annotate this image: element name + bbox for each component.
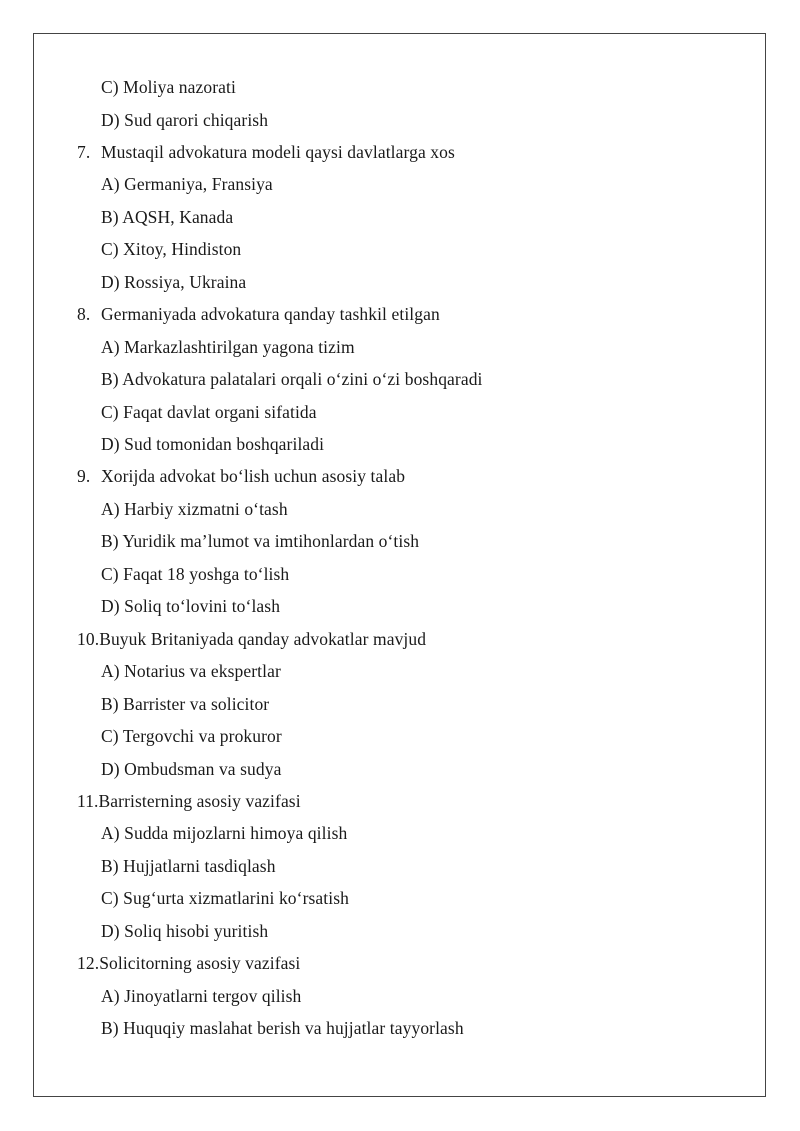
question-number: 8. — [77, 304, 91, 325]
answer-option: A) Harbiy xizmatni o‘tash — [101, 498, 288, 519]
answer-option: D) Rossiya, Ukraina — [101, 271, 247, 292]
question-label: Xorijda advokat bo‘lish uchun asosiy talab — [101, 466, 406, 487]
answer-option: D) Soliq hisobi yuritish — [101, 920, 269, 941]
answer-option: B) Yuridik ma’lumot va imtihonlardan o‘tish — [101, 531, 420, 552]
answer-option: B) Hujjatlarni tasdiqlash — [101, 855, 276, 876]
answer-option: B) AQSH, Kanada — [101, 206, 234, 227]
answer-option: B) Advokatura palatalari orqali o‘zini o‘zi boshqaradi — [101, 369, 483, 390]
question-number: 10. — [77, 628, 100, 649]
question-text — [77, 952, 300, 974]
answer-option: C) Faqat 18 yoshga to‘lish — [101, 563, 290, 584]
answer-option: D) Sud qarori chiqarish — [101, 109, 269, 130]
question-label: Germaniyada advokatura qanday tashkil etilgan — [101, 304, 440, 325]
question-text — [77, 465, 405, 487]
answer-option: D) Ombudsman va sudya — [101, 758, 282, 779]
answer-option: C) Xitoy, Hindiston — [101, 239, 242, 260]
answer-option: C) Sug‘urta xizmatlarini ko‘rsatish — [101, 888, 349, 909]
question-label: Barristerning asosiy vazifasi — [98, 790, 301, 811]
answer-option: A) Germaniya, Fransiya — [101, 174, 273, 195]
answer-option: B) Barrister va solicitor — [101, 693, 270, 714]
answer-option: A) Jinoyatlarni tergov qilish — [101, 985, 302, 1006]
question-label: Solicitorning asosiy vazifasi — [99, 953, 301, 974]
question-text — [77, 628, 426, 650]
answer-option: A) Markazlashtirilgan yagona tizim — [101, 336, 355, 357]
answer-option: D) Soliq to‘lovini to‘lash — [101, 596, 281, 617]
answer-option: C) Tergovchi va prokuror — [101, 726, 282, 746]
question-number: 11. — [77, 790, 99, 811]
answer-option: C) Faqat davlat organi sifatida — [101, 401, 317, 422]
question-text — [77, 790, 301, 812]
question-number: 12. — [77, 953, 100, 974]
question-text — [77, 303, 440, 325]
question-number: 9. — [77, 466, 91, 487]
answer-option: A) Notarius va ekspertlar — [101, 661, 281, 682]
question-label: Mustaqil advokatura modeli qaysi davlatlarga xos — [101, 141, 455, 162]
answer-option: D) Sud tomonidan boshqariladi — [101, 434, 325, 454]
question-label: Buyuk Britaniyada qanday advokatlar mavjud — [99, 628, 427, 649]
question-number: 7. — [77, 141, 91, 162]
answer-option: B) Huquqiy maslahat berish va hujjatlar tayyorlash — [101, 1018, 464, 1039]
answer-option: C) Moliya nazorati — [101, 77, 236, 97]
answer-option: A) Sudda mijozlarni himoya qilish — [101, 823, 348, 844]
question-text — [77, 141, 455, 163]
